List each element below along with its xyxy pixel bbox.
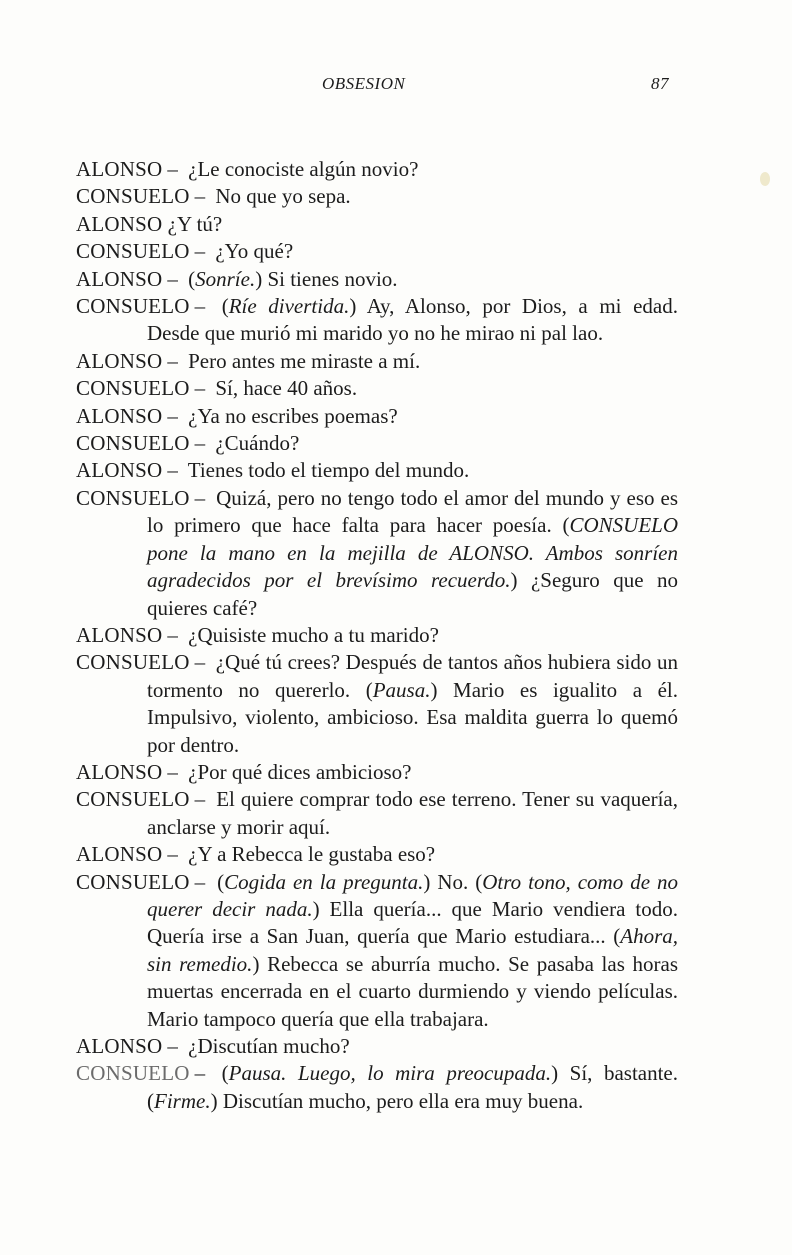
speaker-name: ALONSO (76, 622, 163, 647)
dialogue-text: Sí, hace 40 años. (215, 376, 358, 401)
dialogue-text: ¿Yo qué? (215, 239, 294, 264)
speaker-dash: – (194, 239, 206, 264)
speaker-dash: – (194, 869, 206, 894)
speech-consuelo (76, 485, 678, 622)
speaker-name: CONSUELO (76, 376, 190, 401)
paper-speck (760, 172, 770, 186)
speech-alonso (76, 622, 678, 649)
dialogue-text: ) Si tienes novio. (255, 266, 398, 291)
stage-direction: Ríe divertida. (228, 294, 350, 319)
speaker-name: ALONSO (76, 348, 163, 373)
stage-direction: Sonríe. (195, 266, 256, 291)
speaker-name: CONSUELO (76, 485, 190, 510)
speech-consuelo (76, 183, 678, 210)
speaker-dash: – (194, 431, 206, 456)
dialogue-text: Pero antes me miraste a mí. (188, 348, 421, 373)
dialogue-text: ¿Y a Rebecca le gustaba eso? (188, 842, 436, 867)
speaker-dash: – (167, 266, 178, 291)
speech-alonso (76, 841, 678, 868)
speech-consuelo (76, 649, 678, 759)
stage-direction: CONSUELO pone la mano en la mejilla de ALONSO. Ambos sonríen agradecidos por el brevísimo recuerdo. (147, 513, 678, 593)
speaker-name: ALONSO (76, 211, 163, 236)
speaker-dash: – (167, 403, 178, 428)
stage-direction: Firme. (154, 1088, 211, 1113)
dialogue-body (76, 156, 678, 1115)
speaker-dash: – (194, 650, 206, 675)
dialogue-text: ) ¿Seguro que no quieres café? (147, 568, 678, 620)
speech-consuelo (76, 375, 678, 402)
dialogue-text: ¿Qué tú crees? Después de tantos años hubiera sido un tormento no quererlo. ( (147, 650, 678, 702)
speech-alonso (76, 403, 678, 430)
speaker-dash: – (167, 458, 178, 483)
dialogue-text: ¿Le conociste algún novio? (188, 157, 419, 181)
speech-consuelo (76, 786, 678, 841)
dialogue-text: ) Sí, bastante. ( (147, 1061, 679, 1113)
speaker-name: ALONSO (76, 157, 163, 181)
dialogue-text: ¿Ya no escribes poemas? (188, 403, 398, 428)
speaker-dash: – (194, 1061, 206, 1086)
speaker-name: CONSUELO (76, 869, 190, 894)
speech-consuelo (76, 1060, 678, 1115)
running-header (0, 74, 792, 100)
speech-alonso (76, 211, 678, 238)
speaker-dash: – (167, 157, 178, 181)
speech-consuelo (76, 430, 678, 457)
stage-direction: Pausa. (372, 677, 431, 702)
dialogue-text: ¿Quisiste mucho a tu marido? (188, 622, 439, 647)
stage-direction: Pausa. Luego, lo mira preocupada. (228, 1061, 552, 1086)
stage-direction: Otro tono, como de no querer decir nada. (147, 869, 679, 921)
speech-alonso (76, 759, 678, 786)
speaker-name: CONSUELO (76, 787, 190, 812)
speaker-name: CONSUELO (76, 184, 190, 209)
speaker-dash: – (167, 842, 178, 867)
speech-alonso (76, 457, 678, 484)
speech-consuelo (76, 869, 678, 1033)
speech-consuelo (76, 238, 678, 265)
speaker-dash: – (194, 485, 206, 510)
speaker-name: CONSUELO (76, 431, 190, 456)
stage-direction: Cogida en la pregunta. (224, 869, 424, 894)
dialogue-text: ) Discutían mucho, pero ella era muy buena. (210, 1088, 584, 1113)
dialogue-text: No que yo sepa. (215, 184, 351, 209)
speaker-name: CONSUELO (76, 650, 190, 675)
speaker-dash: – (167, 759, 178, 784)
speech-consuelo (76, 293, 678, 348)
dialogue-text: ) Rebecca se aburría mucho. Se pasaba las horas muertas encerrada en el cuarto durmiendo y viendo películas. Mario tampoco quería que ella trabajara. (147, 951, 678, 1031)
speaker-name: CONSUELO (76, 1061, 190, 1086)
speaker-name: ALONSO (76, 1034, 163, 1058)
speaker-dash: – (194, 184, 206, 209)
dialogue-text: ¿Discutían mucho? (188, 1034, 350, 1058)
dialogue-text: ¿Y tú? (167, 211, 223, 236)
speaker-dash: – (194, 376, 206, 401)
speaker-dash: – (167, 622, 178, 647)
speaker-name: ALONSO (76, 403, 163, 428)
dialogue-text: ( (221, 1061, 229, 1086)
speaker-dash: – (194, 294, 206, 319)
dialogue-text: ) Ella quería... que Mario vendiera todo. Quería irse a San Juan, quería que Mario estudiara... ( (147, 896, 679, 949)
speech-alonso (76, 156, 678, 183)
dialogue-text: ) Ay, Alonso, por Dios, a mi edad. Desde que murió mi marido yo no he mirao ni pal lao. (147, 294, 678, 346)
dialogue-text: ¿Cuándo? (215, 431, 300, 456)
dialogue-text: ( (217, 869, 225, 894)
dialogue-text: ) No. ( (423, 869, 483, 894)
speech-alonso (76, 266, 678, 293)
dialogue-text: ( (221, 294, 229, 319)
dialogue-text: ) Mario es igualito a él. Impulsivo, violento, ambicioso. Esa maldita guerra lo quemó por dentro. (147, 677, 678, 757)
dialogue-text: El quiere comprar todo ese terreno. Tener su vaquería, anclarse y morir aquí. (147, 787, 678, 839)
dialogue-text: Tienes todo el tiempo del mundo. (187, 458, 470, 483)
speaker-dash: – (167, 1034, 178, 1058)
speaker-name: CONSUELO (76, 239, 190, 264)
speaker-dash: – (167, 348, 178, 373)
running-title: OBSESION (322, 74, 406, 93)
speaker-name: ALONSO (76, 842, 163, 867)
dialogue-text: ¿Por qué dices ambicioso? (188, 759, 412, 784)
speaker-name: ALONSO (76, 266, 163, 291)
speech-alonso (76, 348, 678, 375)
speaker-name: ALONSO (76, 458, 163, 483)
speaker-dash: – (194, 787, 206, 812)
dialogue-text: Quizá, pero no tengo todo el amor del mundo y eso es lo primero que hace falta para hacer poesía. ( (147, 485, 678, 538)
page-number: 87 (651, 74, 669, 93)
speech-alonso (76, 1033, 678, 1060)
speaker-name: CONSUELO (76, 294, 190, 319)
dialogue-text: ( (188, 266, 196, 291)
stage-direction: Ahora, sin remedio. (147, 924, 678, 976)
speaker-name: ALONSO (76, 759, 163, 784)
